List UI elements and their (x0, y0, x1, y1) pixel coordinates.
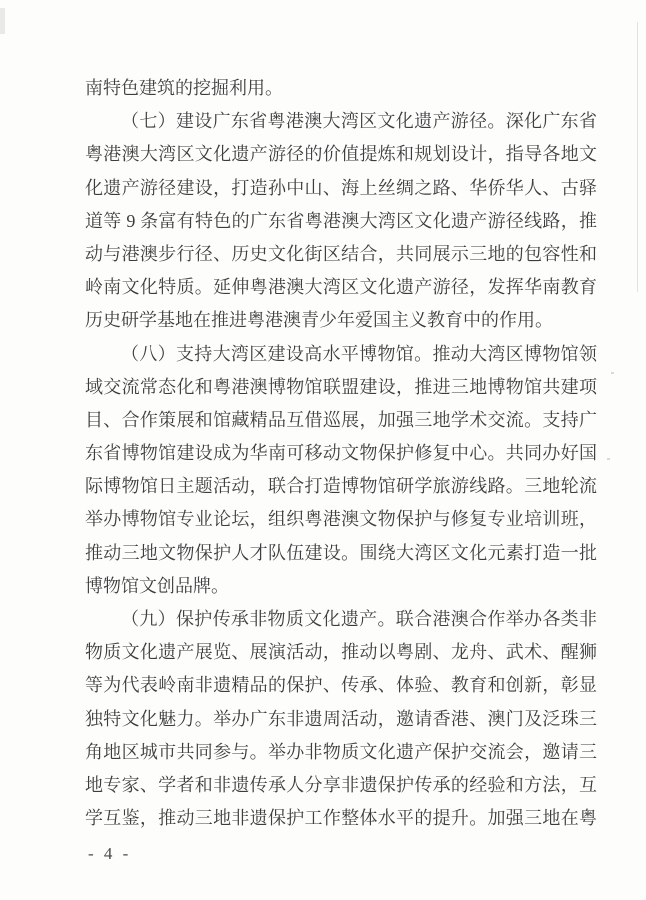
document-body (85, 72, 597, 835)
text-line: 化遗产游径建设，打造孙中山、海上丝绸之路、华侨华人、古驿 (85, 177, 597, 198)
text-line: 道等 9 条富有特色的广东省粤港澳大湾区文化遗产游径线路，推 (85, 210, 597, 231)
text-line: 东省博物馆建设成为华南可移动文物保护修复中心。共同办好国 (85, 443, 597, 464)
text-line: 举办博物馆专业论坛，组织粤港澳文物保护与修复专业培训班， (85, 509, 597, 530)
text-line: （七）建设广东省粤港澳大湾区文化遗产游径。深化广东省 (121, 111, 597, 132)
scan-artifact (637, 22, 638, 292)
text-line: 独特文化魅力。举办广东非遗周活动，邀请香港、澳门及泛珠三 (85, 708, 597, 729)
page-number: - 4 - (88, 844, 132, 863)
scan-artifact (0, 8, 5, 34)
text-line: （八）支持大湾区建设高水平博物馆。推动大湾区博物馆领 (121, 343, 597, 364)
text-line: 学互鉴，推动三地非遗保护工作整体水平的提升。加强三地在粤 (85, 808, 597, 829)
scan-artifact (611, 372, 614, 374)
text-line: 推动三地文物保护人才队伍建设。围绕大湾区文化元素打造一批 (85, 542, 597, 563)
text-line: 等为代表岭南非遗精品的保护、传承、体验、教育和创新，彰显 (85, 675, 597, 696)
text-line: （九）保护传承非物质文化遗产。联合港澳合作举办各类非 (121, 609, 597, 629)
scan-artifact (607, 458, 610, 460)
text-line: 地专家、学者和非遗传承人分享非遗保护传承的经验和方法，互 (85, 774, 597, 795)
text-line: 岭南文化特质。延伸粤港澳大湾区文化遗产游径，发挥华南教育 (85, 277, 597, 298)
text-line: 物质文化遗产展览、展演活动，推动以粤剧、龙舟、武术、醒狮 (85, 642, 597, 663)
text-line: 博物馆文创品牌。 (85, 575, 229, 596)
text-line: 南特色建筑的挖掘利用。 (85, 78, 283, 98)
text-line: 粤港澳大湾区文化遗产游径的价值提炼和规划设计，指导各地文 (85, 144, 597, 165)
text-line: 际博物馆日主题活动，联合打造博物馆研学旅游线路。三地轮流 (85, 476, 597, 497)
text-line: 历史研学基地在推进粤港澳青少年爱国主义教育中的作用。 (85, 310, 553, 331)
text-line: 动与港澳步行径、历史文化街区结合，共同展示三地的包容性和 (85, 243, 597, 264)
text-line: 角地区城市共同参与。举办非物质文化遗产保护交流会，邀请三 (85, 741, 597, 762)
text-line: 目、合作策展和馆藏精品互借巡展，加强三地学术交流。支持广 (85, 409, 597, 430)
text-line: 域交流常态化和粤港澳博物馆联盟建设，推进三地博物馆共建项 (85, 376, 597, 397)
